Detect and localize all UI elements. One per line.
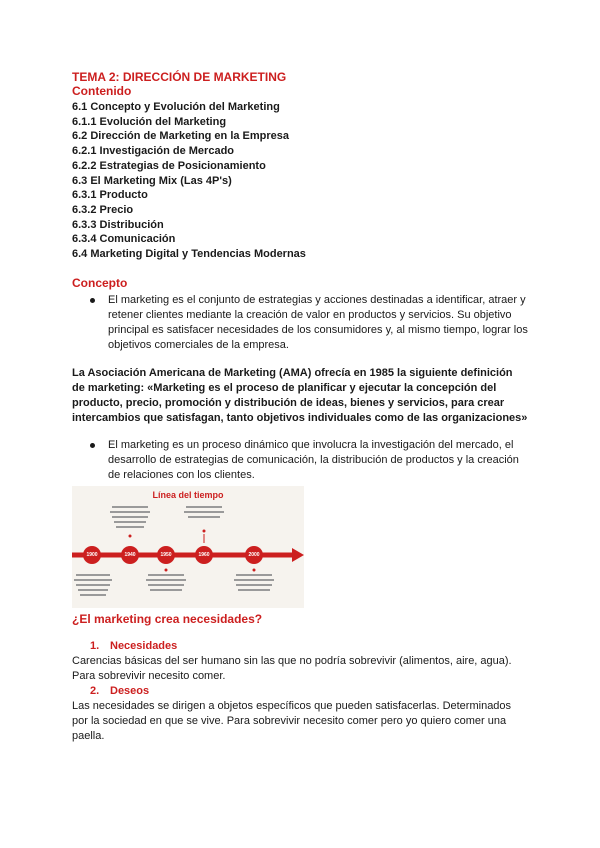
toc-item: 6.2 Dirección de Marketing en la Empresa: [72, 130, 290, 143]
document-title: TEMA 2: DIRECCIÓN DE MARKETING: [72, 70, 287, 84]
toc-item: 6.2.2 Estrategias de Posicionamiento: [72, 159, 266, 172]
table-of-contents: [72, 100, 528, 262]
item-number: 1.: [90, 639, 100, 652]
needs-heading: ¿El marketing crea necesidades?: [72, 611, 263, 626]
toc-item: 6.3 El Marketing Mix (Las 4P's): [72, 174, 232, 187]
item-text: Las necesidades se dirigen a objetos específicos que pueden satisfacerlas. Determinados por la sociedad en que se vive. Para sobrevivir necesito comer pero yo quiero comer una paella.: [72, 699, 512, 742]
document-page: [72, 70, 528, 744]
item-text: Carencias básicas del ser humano sin las que no podría sobrevivir (alimentos, aire, agua). Para sobrevivir necesito comer.: [72, 654, 512, 682]
concept-bullet: El marketing es el conjunto de estrategias y acciones destinadas a identificar, atraer y retener clientes mediante la creación de valor en productos y servicios. Su objetivo principal es satisfacer necesidades de los consumidores y, al mismo tiempo, lograr los objetivos comerciales de la empresa.: [108, 293, 528, 351]
timeline-year: 2000: [248, 551, 260, 558]
process-bullet: El marketing es un proceso dinámico que involucra la investigación del mercado, el desarrollo de estrategias de comunicación, la distribución de productos y la creación de relaciones con los clientes.: [108, 438, 528, 483]
timeline-year: 1950: [160, 551, 172, 558]
timeline-year: 1960: [198, 551, 210, 558]
toc-item: 6.3.1 Producto: [72, 189, 148, 202]
ama-quote: La Asociación Americana de Marketing (AMA) ofrecía en 1985 la siguiente definición de marketing: «Marketing es el proceso de planificar y ejecutar la concepción del producto, precio, promoción y distribución de ideas, bienes y servicios, para crear intercambios que satisfagan, tanto objetivos individuales como de las organizaciones»: [72, 366, 528, 424]
toc-item: 6.3.3 Distribución: [72, 218, 164, 231]
timeline-year: 1900: [86, 551, 98, 558]
toc-item: 6.3.2 Precio: [72, 203, 134, 216]
concept-bullets: [72, 293, 528, 353]
list-item: [72, 684, 528, 744]
toc-item: 6.1.1 Evolución del Marketing: [72, 115, 227, 128]
item-number: 2.: [90, 684, 100, 697]
item-label: Necesidades: [110, 639, 178, 652]
timeline-image: [72, 486, 304, 608]
toc-item: 6.2.1 Investigación de Mercado: [72, 145, 235, 158]
concept-heading: Concepto: [72, 275, 128, 290]
timeline-year: 1940: [124, 551, 136, 558]
toc-item: 6.1 Concepto y Evolución del Marketing: [72, 101, 280, 113]
timeline-title: Línea del tiempo: [152, 489, 224, 500]
item-label: Deseos: [110, 684, 150, 697]
process-bullets: [72, 438, 528, 483]
contents-heading: Contenido: [72, 84, 132, 98]
needs-list: [72, 639, 528, 744]
timeline-graphic: [72, 486, 304, 608]
toc-item: 6.3.4 Comunicación: [72, 233, 176, 246]
toc-item: 6.4 Marketing Digital y Tendencias Modernas: [72, 248, 306, 261]
list-item: [72, 639, 528, 684]
